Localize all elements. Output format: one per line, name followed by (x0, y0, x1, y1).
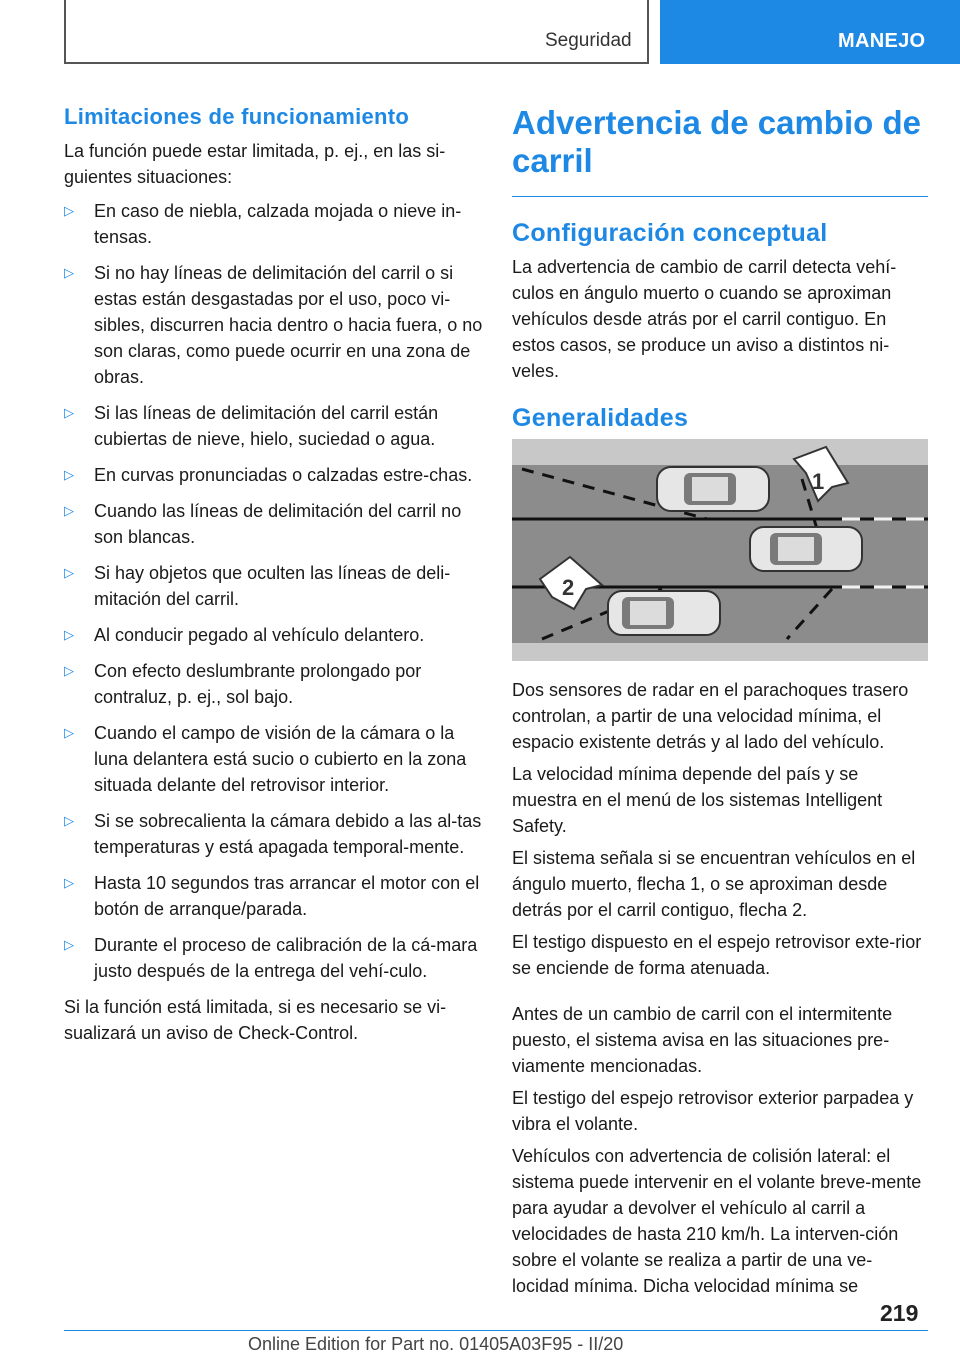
lane-change-illustration (512, 439, 928, 661)
own-car-icon (750, 527, 862, 571)
page-title: Advertencia de cambio de carril (512, 104, 921, 179)
limitations-list (64, 198, 484, 984)
footer-edition: Online Edition for Part no. 01405A03F95 - II/20 (248, 1334, 624, 1354)
list-item: ▷ En curvas pronunciadas o calzadas estre-chas. (64, 462, 484, 488)
triangle-bullet-icon: ▷ (64, 467, 74, 482)
triangle-bullet-icon: ▷ (64, 565, 74, 580)
triangle-bullet-icon: ▷ (64, 265, 74, 280)
list-item: ▷ Cuando las líneas de delimitación del carril no son blancas. (64, 498, 484, 550)
triangle-bullet-icon: ▷ (64, 405, 74, 420)
triangle-bullet-icon: ▷ (64, 725, 74, 740)
body-paragraph: El sistema señala si se encuentran vehículos en el ángulo muerto, flecha 1, o se aproximan desde detrás por el carril contiguo, flecha 2. (512, 848, 916, 920)
triangle-bullet-icon: ▷ (64, 627, 74, 642)
concept-heading: Configuración conceptual (512, 219, 828, 247)
svg-text:1: 1 (812, 469, 825, 494)
list-item: ▷ Con efecto deslumbrante prolongado por contraluz, p. ej., sol bajo. (64, 658, 484, 710)
list-item: ▷ Si hay objetos que oculten las líneas de deli-mitación del carril. (64, 560, 484, 612)
list-item: ▷ Si se sobrecalienta la cámara debido a las al-tas temperaturas y está apagada temporal-mente. (64, 808, 484, 860)
body-paragraph: El testigo dispuesto en el espejo retrovisor exte-rior se enciende de forma atenuada. (512, 932, 922, 978)
left-column (64, 104, 484, 1052)
limitations-closing: Si la función está limitada, si es necesario se vi-sualizará un aviso de Check-Control. (64, 997, 447, 1043)
car-behind-icon (608, 591, 720, 635)
right-column (512, 104, 928, 1305)
body-paragraph: Dos sensores de radar en el parachoques trasero controlan, a partir de una velocidad mínima, el espacio existente detrás y al lado del vehículo. (512, 680, 909, 752)
triangle-bullet-icon: ▷ (64, 813, 74, 828)
list-item: ▷ En caso de niebla, calzada mojada o nieve in-tensas. (64, 198, 484, 250)
chapter-tab[interactable]: MANEJO (660, 0, 960, 64)
section-label: Seguridad (545, 30, 632, 51)
general-paragraphs-b (512, 1001, 928, 1299)
limitations-intro: La función puede estar limitada, p. ej., en las si-guientes situaciones: (64, 141, 446, 187)
concept-text: La advertencia de cambio de carril detecta vehí-culos en ángulo muerto o cuando se aproximan vehículos desde atrás por el carril contiguo. En estos casos, se produce un aviso a distintos ni-veles. (512, 257, 897, 381)
triangle-bullet-icon: ▷ (64, 503, 74, 518)
triangle-bullet-icon: ▷ (64, 937, 74, 952)
list-item: ▷ Si no hay líneas de delimitación del carril o si estas están desgastadas por el uso, poco vi-sibles, discurren hacia dentro o hacia fuera, o no son claras, como puede ocurrir en una zona de obras. (64, 260, 484, 390)
body-paragraph: La velocidad mínima depende del país y se muestra en el menú de los sistemas Intelligent Safety. (512, 764, 883, 836)
svg-text:2: 2 (562, 575, 575, 600)
list-item: ▷ Hasta 10 segundos tras arrancar el motor con el botón de arranque/parada. (64, 870, 484, 922)
list-item: ▷ Al conducir pegado al vehículo delantero. (64, 622, 484, 648)
body-paragraph: Vehículos con advertencia de colisión lateral: el sistema puede intervenir en el volante breve-mente para ayudar a devolver el vehículo al carril a velocidades de hasta 210 km/h. La interven-ción sobre el volante se realiza a partir de una ve-locidad mínima. Dicha velocidad mínima se (512, 1146, 922, 1296)
triangle-bullet-icon: ▷ (64, 663, 74, 678)
body-paragraph: Antes de un cambio de carril con el intermitente puesto, el sistema avisa en las situaciones pre-viamente mencionadas. (512, 1004, 893, 1076)
limitations-heading: Limitaciones de funcionamiento (64, 104, 410, 129)
body-paragraph: El testigo del espejo retrovisor exterior parpadea y vibra el volante. (512, 1088, 914, 1134)
general-heading: Generalidades (512, 404, 689, 432)
list-item: ▷ Si las líneas de delimitación del carril están cubiertas de nieve, hielo, suciedad o agua. (64, 400, 484, 452)
list-item: ▷ Durante el proceso de calibración de la cá-mara justo después de la entrega del vehí-culo. (64, 932, 484, 984)
triangle-bullet-icon: ▷ (64, 875, 74, 890)
general-paragraphs-a (512, 677, 928, 981)
list-item: ▷ Cuando el campo de visión de la cámara o la luna delantera está sucio o cubierto en la zona situada delante del retrovisor interior. (64, 720, 484, 798)
car-ahead-icon (657, 467, 769, 511)
page-number: 219 (880, 1300, 919, 1326)
title-divider (512, 196, 928, 197)
footer-divider (64, 1330, 928, 1331)
triangle-bullet-icon: ▷ (64, 203, 74, 218)
